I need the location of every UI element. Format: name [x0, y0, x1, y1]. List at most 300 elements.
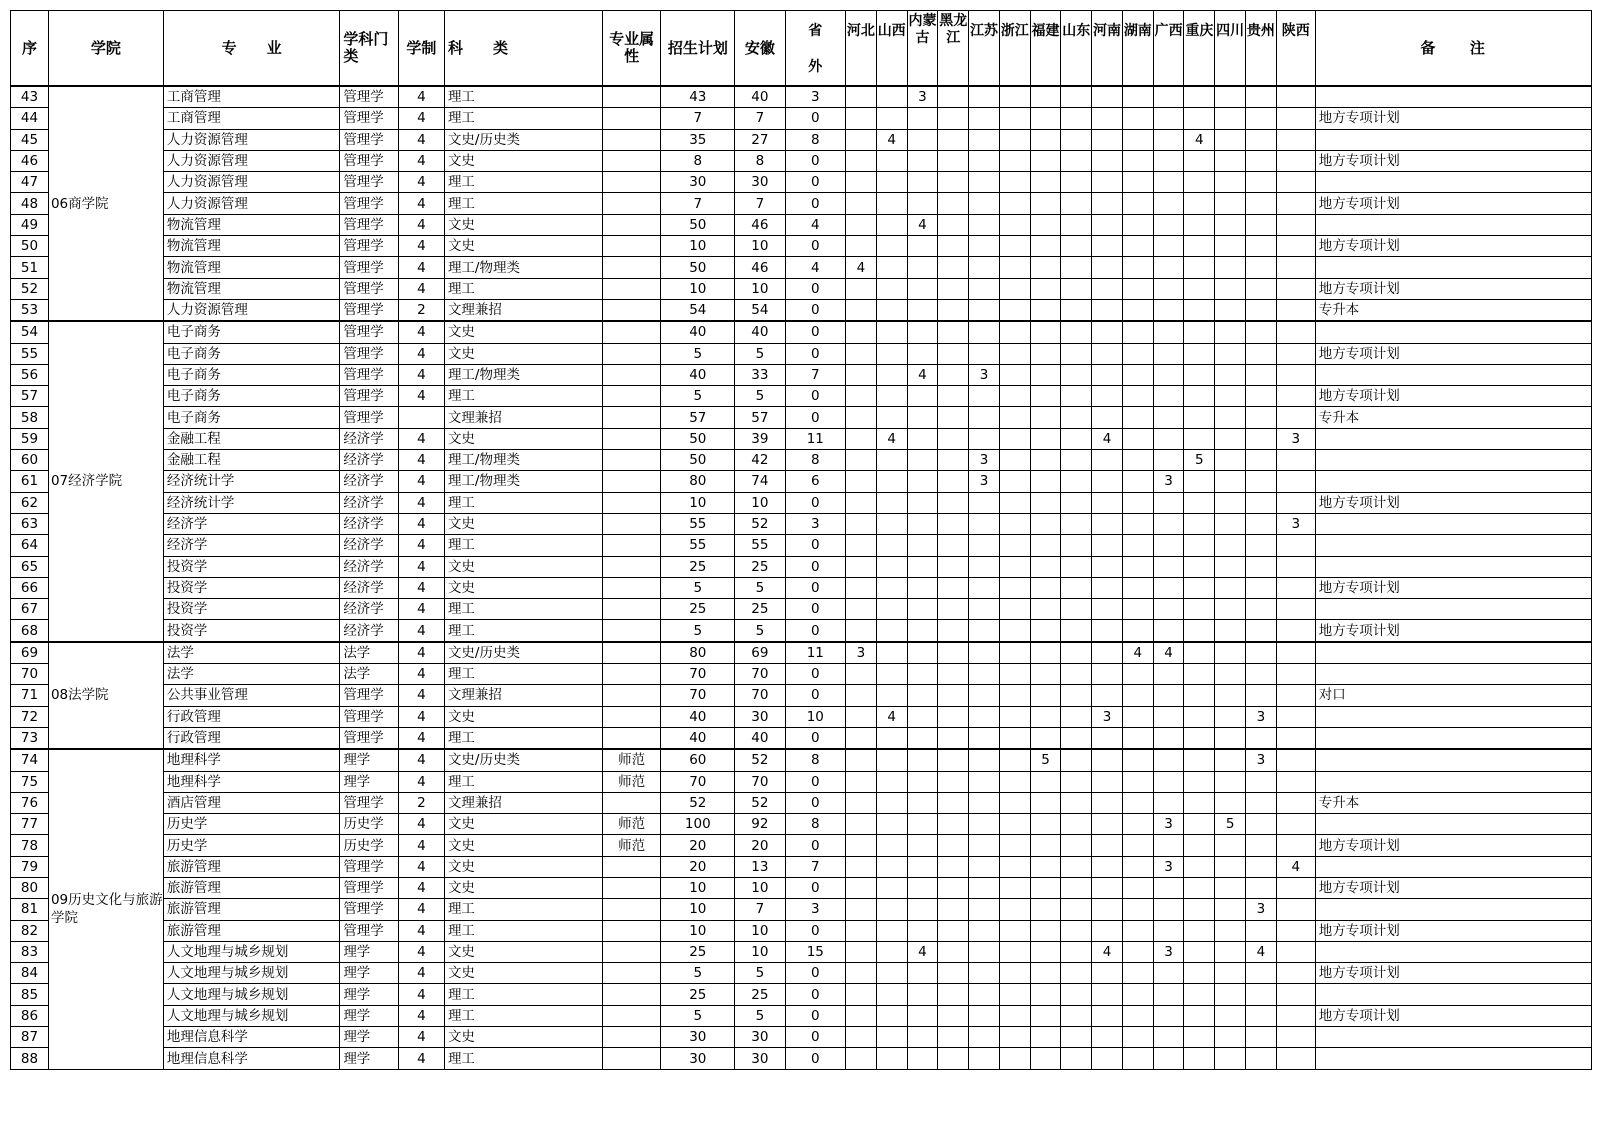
province-cell — [907, 599, 938, 620]
province-cell — [876, 386, 907, 407]
province-cell — [999, 236, 1030, 257]
province-cell — [1061, 108, 1092, 129]
province-cell — [846, 535, 877, 556]
province-cell — [846, 492, 877, 513]
province-cell — [907, 535, 938, 556]
table-row — [11, 556, 1592, 577]
seq-cell: 88 — [11, 1048, 49, 1069]
province-cell — [1215, 257, 1246, 278]
province-cell — [938, 278, 969, 299]
province-cell — [1061, 599, 1092, 620]
province-cell — [1061, 792, 1092, 813]
anhui-cell: 5 — [735, 577, 785, 598]
major-cell: 投资学 — [163, 556, 339, 577]
anhui-cell: 40 — [735, 321, 785, 343]
seq-cell: 87 — [11, 1027, 49, 1048]
attribute-cell — [602, 642, 660, 664]
province-cell — [1215, 535, 1246, 556]
province-cell — [1215, 706, 1246, 727]
province-cell — [969, 771, 1000, 792]
major-cell: 地理科学 — [163, 771, 339, 792]
header-province-6: 福建 — [1030, 11, 1061, 87]
province-cell — [1246, 535, 1277, 556]
province-cell — [1122, 492, 1153, 513]
province-cell — [1030, 856, 1061, 877]
anhui-cell: 39 — [735, 428, 785, 449]
major-cell: 物流管理 — [163, 236, 339, 257]
province-cell — [1092, 685, 1123, 706]
province-cell — [876, 513, 907, 534]
province-cell — [1122, 471, 1153, 492]
province-cell — [1276, 727, 1315, 749]
table-row — [11, 450, 1592, 471]
province-cell — [969, 172, 1000, 193]
province-cell — [1030, 150, 1061, 171]
province-cell — [938, 792, 969, 813]
province-cell — [846, 1005, 877, 1026]
province-cell — [1153, 620, 1184, 642]
province-cell — [1184, 428, 1215, 449]
province-cell — [1276, 214, 1315, 235]
note-cell: 地方专项计划 — [1315, 835, 1591, 856]
province-cell — [1092, 450, 1123, 471]
province-cell — [1184, 599, 1215, 620]
province-cell — [1215, 150, 1246, 171]
province-cell — [876, 299, 907, 321]
category-cell: 理工 — [444, 727, 602, 749]
category-cell: 文史/历史类 — [444, 749, 602, 771]
province-cell — [969, 1048, 1000, 1069]
note-cell: 地方专项计划 — [1315, 963, 1591, 984]
province-cell — [876, 599, 907, 620]
province-cell: 4 — [1184, 129, 1215, 150]
major-cell: 行政管理 — [163, 727, 339, 749]
category-cell: 理工/物理类 — [444, 471, 602, 492]
attribute-cell — [602, 1027, 660, 1048]
province-cell — [1215, 920, 1246, 941]
province-cell — [1246, 407, 1277, 428]
province-cell — [876, 814, 907, 835]
major-cell: 经济学 — [163, 535, 339, 556]
major-cell: 金融工程 — [163, 450, 339, 471]
province-cell — [1122, 1027, 1153, 1048]
province-cell — [1092, 407, 1123, 428]
outside-cell: 0 — [785, 150, 846, 171]
table-row — [11, 685, 1592, 706]
province-cell — [1215, 685, 1246, 706]
header-province-0: 河北 — [846, 11, 877, 87]
province-cell — [1092, 364, 1123, 385]
province-cell — [907, 856, 938, 877]
discipline-cell: 法学 — [340, 664, 398, 685]
note-cell: 专升本 — [1315, 407, 1591, 428]
major-cell: 投资学 — [163, 599, 339, 620]
province-cell — [1246, 108, 1277, 129]
province-cell — [999, 835, 1030, 856]
outside-cell: 0 — [785, 1048, 846, 1069]
province-cell — [846, 193, 877, 214]
plan-cell: 50 — [661, 428, 735, 449]
plan-cell: 30 — [661, 1027, 735, 1048]
header-outside — [785, 11, 846, 87]
major-cell: 法学 — [163, 664, 339, 685]
province-cell — [999, 771, 1030, 792]
province-cell — [1276, 278, 1315, 299]
province-cell — [846, 706, 877, 727]
discipline-cell: 管理学 — [340, 685, 398, 706]
seq-cell: 61 — [11, 471, 49, 492]
province-cell — [938, 1048, 969, 1069]
province-cell: 4 — [876, 129, 907, 150]
province-cell — [1030, 1048, 1061, 1069]
province-cell — [938, 835, 969, 856]
province-cell — [969, 620, 1000, 642]
anhui-cell: 30 — [735, 706, 785, 727]
discipline-cell: 理学 — [340, 1048, 398, 1069]
province-cell — [907, 577, 938, 598]
category-cell: 理工 — [444, 920, 602, 941]
attribute-cell: 师范 — [602, 749, 660, 771]
category-cell: 理工 — [444, 1005, 602, 1026]
province-cell — [1184, 856, 1215, 877]
header-province-13: 贵州 — [1246, 11, 1277, 87]
years-cell: 4 — [398, 129, 444, 150]
province-cell — [1184, 364, 1215, 385]
discipline-cell: 经济学 — [340, 492, 398, 513]
province-cell — [1246, 150, 1277, 171]
outside-cell: 0 — [785, 278, 846, 299]
province-cell — [1215, 278, 1246, 299]
discipline-cell: 理学 — [340, 963, 398, 984]
major-cell: 人力资源管理 — [163, 172, 339, 193]
header-notes: 备 注 — [1315, 11, 1591, 87]
province-cell — [1246, 664, 1277, 685]
province-cell: 4 — [876, 706, 907, 727]
province-cell — [1030, 407, 1061, 428]
province-cell — [1030, 428, 1061, 449]
seq-cell: 46 — [11, 150, 49, 171]
province-cell — [999, 642, 1030, 664]
major-cell: 工商管理 — [163, 108, 339, 129]
note-cell — [1315, 214, 1591, 235]
category-cell: 理工 — [444, 193, 602, 214]
attribute-cell — [602, 108, 660, 129]
province-cell — [907, 450, 938, 471]
province-cell — [938, 321, 969, 343]
plan-cell: 57 — [661, 407, 735, 428]
years-cell: 4 — [398, 535, 444, 556]
major-cell: 旅游管理 — [163, 877, 339, 898]
category-cell: 文理兼招 — [444, 792, 602, 813]
province-cell: 3 — [1153, 941, 1184, 962]
province-cell — [938, 1005, 969, 1026]
discipline-cell: 理学 — [340, 749, 398, 771]
province-cell — [1184, 771, 1215, 792]
major-cell: 投资学 — [163, 577, 339, 598]
years-cell: 4 — [398, 771, 444, 792]
province-cell — [1092, 727, 1123, 749]
attribute-cell — [602, 941, 660, 962]
seq-cell: 76 — [11, 792, 49, 813]
province-cell — [1092, 1027, 1123, 1048]
seq-cell: 44 — [11, 108, 49, 129]
province-cell — [1215, 343, 1246, 364]
province-cell — [938, 236, 969, 257]
seq-cell: 84 — [11, 963, 49, 984]
province-cell — [969, 386, 1000, 407]
province-cell — [1276, 150, 1315, 171]
province-cell — [907, 963, 938, 984]
seq-cell: 50 — [11, 236, 49, 257]
province-cell — [1153, 364, 1184, 385]
anhui-cell: 10 — [735, 236, 785, 257]
province-cell — [1276, 920, 1315, 941]
province-cell — [969, 535, 1000, 556]
discipline-cell: 管理学 — [340, 193, 398, 214]
province-cell — [907, 749, 938, 771]
province-cell — [876, 1005, 907, 1026]
province-cell — [1061, 984, 1092, 1005]
attribute-cell — [602, 664, 660, 685]
province-cell — [1061, 685, 1092, 706]
anhui-cell: 40 — [735, 727, 785, 749]
attribute-cell — [602, 129, 660, 150]
category-cell: 理工/物理类 — [444, 257, 602, 278]
province-cell — [876, 577, 907, 598]
province-cell — [1246, 364, 1277, 385]
table-row — [11, 727, 1592, 749]
years-cell: 4 — [398, 86, 444, 108]
province-cell — [907, 1027, 938, 1048]
seq-cell: 69 — [11, 642, 49, 664]
anhui-cell: 10 — [735, 920, 785, 941]
plan-cell: 80 — [661, 642, 735, 664]
seq-cell: 49 — [11, 214, 49, 235]
seq-cell: 74 — [11, 749, 49, 771]
major-cell: 地理信息科学 — [163, 1048, 339, 1069]
province-cell — [969, 321, 1000, 343]
province-cell — [907, 664, 938, 685]
province-cell — [876, 450, 907, 471]
province-cell — [938, 172, 969, 193]
province-cell: 3 — [1276, 428, 1315, 449]
province-cell — [1122, 172, 1153, 193]
province-cell — [1215, 963, 1246, 984]
province-cell — [1061, 492, 1092, 513]
province-cell — [1276, 577, 1315, 598]
outside-cell: 0 — [785, 664, 846, 685]
province-cell — [907, 193, 938, 214]
province-cell — [969, 1027, 1000, 1048]
years-cell: 4 — [398, 599, 444, 620]
province-cell — [1276, 257, 1315, 278]
province-cell — [999, 257, 1030, 278]
anhui-cell: 52 — [735, 792, 785, 813]
province-cell — [1276, 963, 1315, 984]
years-cell: 4 — [398, 492, 444, 513]
province-cell — [876, 856, 907, 877]
table-row — [11, 428, 1592, 449]
header-province-11: 重庆 — [1184, 11, 1215, 87]
province-cell — [1246, 1005, 1277, 1026]
province-cell — [999, 920, 1030, 941]
note-cell — [1315, 129, 1591, 150]
discipline-cell: 经济学 — [340, 577, 398, 598]
province-cell — [1184, 343, 1215, 364]
discipline-cell: 历史学 — [340, 835, 398, 856]
province-cell — [1215, 941, 1246, 962]
province-cell — [938, 129, 969, 150]
province-cell — [907, 299, 938, 321]
province-cell — [969, 278, 1000, 299]
category-cell: 文史 — [444, 150, 602, 171]
province-cell — [846, 792, 877, 813]
province-cell — [1030, 214, 1061, 235]
province-cell — [1122, 556, 1153, 577]
province-cell — [1184, 386, 1215, 407]
province-cell: 3 — [1153, 814, 1184, 835]
plan-cell: 10 — [661, 899, 735, 920]
anhui-cell: 20 — [735, 835, 785, 856]
province-cell — [938, 599, 969, 620]
province-cell — [1030, 706, 1061, 727]
major-cell: 历史学 — [163, 814, 339, 835]
province-cell — [846, 1027, 877, 1048]
table-row — [11, 129, 1592, 150]
province-cell — [1061, 727, 1092, 749]
province-cell — [1030, 471, 1061, 492]
province-cell: 3 — [1246, 749, 1277, 771]
province-cell — [1122, 749, 1153, 771]
seq-cell: 47 — [11, 172, 49, 193]
province-cell — [1061, 835, 1092, 856]
table-row — [11, 1005, 1592, 1026]
province-cell — [1092, 150, 1123, 171]
province-cell — [1276, 1005, 1315, 1026]
province-cell — [999, 577, 1030, 598]
attribute-cell — [602, 450, 660, 471]
header-province-1: 山西 — [876, 11, 907, 87]
attribute-cell — [602, 877, 660, 898]
province-cell: 3 — [969, 364, 1000, 385]
province-cell — [1153, 129, 1184, 150]
province-cell — [1092, 321, 1123, 343]
attribute-cell — [602, 364, 660, 385]
province-cell — [1061, 129, 1092, 150]
province-cell — [1276, 1048, 1315, 1069]
province-cell — [1184, 706, 1215, 727]
province-cell — [1246, 1027, 1277, 1048]
province-cell: 4 — [1092, 941, 1123, 962]
plan-cell: 40 — [661, 727, 735, 749]
province-cell — [1061, 535, 1092, 556]
discipline-cell: 管理学 — [340, 364, 398, 385]
province-cell — [938, 899, 969, 920]
province-cell — [1276, 364, 1315, 385]
plan-cell: 5 — [661, 577, 735, 598]
province-cell: 4 — [1122, 642, 1153, 664]
province-cell — [969, 108, 1000, 129]
province-cell — [1030, 86, 1061, 108]
province-cell — [969, 706, 1000, 727]
category-cell: 文理兼招 — [444, 299, 602, 321]
province-cell — [1215, 513, 1246, 534]
seq-cell: 54 — [11, 321, 49, 343]
province-cell — [846, 899, 877, 920]
province-cell — [846, 150, 877, 171]
province-cell — [969, 86, 1000, 108]
province-cell — [999, 706, 1030, 727]
header-province-2: 内蒙古 — [907, 11, 938, 87]
province-cell — [999, 877, 1030, 898]
province-cell — [846, 556, 877, 577]
table-row — [11, 877, 1592, 898]
note-cell — [1315, 941, 1591, 962]
province-cell — [1184, 664, 1215, 685]
table-row — [11, 257, 1592, 278]
province-cell — [1030, 236, 1061, 257]
province-cell — [1276, 941, 1315, 962]
province-cell — [999, 407, 1030, 428]
major-cell: 人力资源管理 — [163, 129, 339, 150]
note-cell — [1315, 1027, 1591, 1048]
province-cell — [1153, 577, 1184, 598]
province-cell — [1215, 236, 1246, 257]
province-cell — [846, 450, 877, 471]
province-cell — [969, 556, 1000, 577]
province-cell — [1153, 792, 1184, 813]
table-row — [11, 856, 1592, 877]
province-cell — [1092, 814, 1123, 835]
note-cell — [1315, 86, 1591, 108]
anhui-cell: 54 — [735, 299, 785, 321]
province-cell — [1122, 814, 1153, 835]
province-cell — [938, 577, 969, 598]
province-cell — [938, 343, 969, 364]
province-cell — [1122, 727, 1153, 749]
category-cell: 文史/历史类 — [444, 642, 602, 664]
province-cell — [1153, 963, 1184, 984]
province-cell — [1215, 108, 1246, 129]
province-cell — [1246, 599, 1277, 620]
province-cell — [1061, 321, 1092, 343]
province-cell — [999, 471, 1030, 492]
anhui-cell: 70 — [735, 771, 785, 792]
province-cell — [1246, 86, 1277, 108]
province-cell — [1246, 299, 1277, 321]
province-cell — [876, 108, 907, 129]
province-cell — [1061, 1005, 1092, 1026]
province-cell — [1184, 513, 1215, 534]
province-cell — [999, 513, 1030, 534]
province-cell — [846, 278, 877, 299]
major-cell: 地理信息科学 — [163, 1027, 339, 1048]
province-cell — [846, 984, 877, 1005]
province-cell — [1153, 835, 1184, 856]
seq-cell: 86 — [11, 1005, 49, 1026]
plan-cell: 50 — [661, 257, 735, 278]
attribute-cell — [602, 299, 660, 321]
province-cell — [846, 86, 877, 108]
province-cell — [1153, 193, 1184, 214]
province-cell — [1215, 727, 1246, 749]
province-cell — [1246, 792, 1277, 813]
years-cell: 4 — [398, 941, 444, 962]
college-cell: 06商学院 — [48, 86, 163, 321]
province-cell — [1061, 428, 1092, 449]
province-cell — [938, 450, 969, 471]
province-cell — [999, 792, 1030, 813]
